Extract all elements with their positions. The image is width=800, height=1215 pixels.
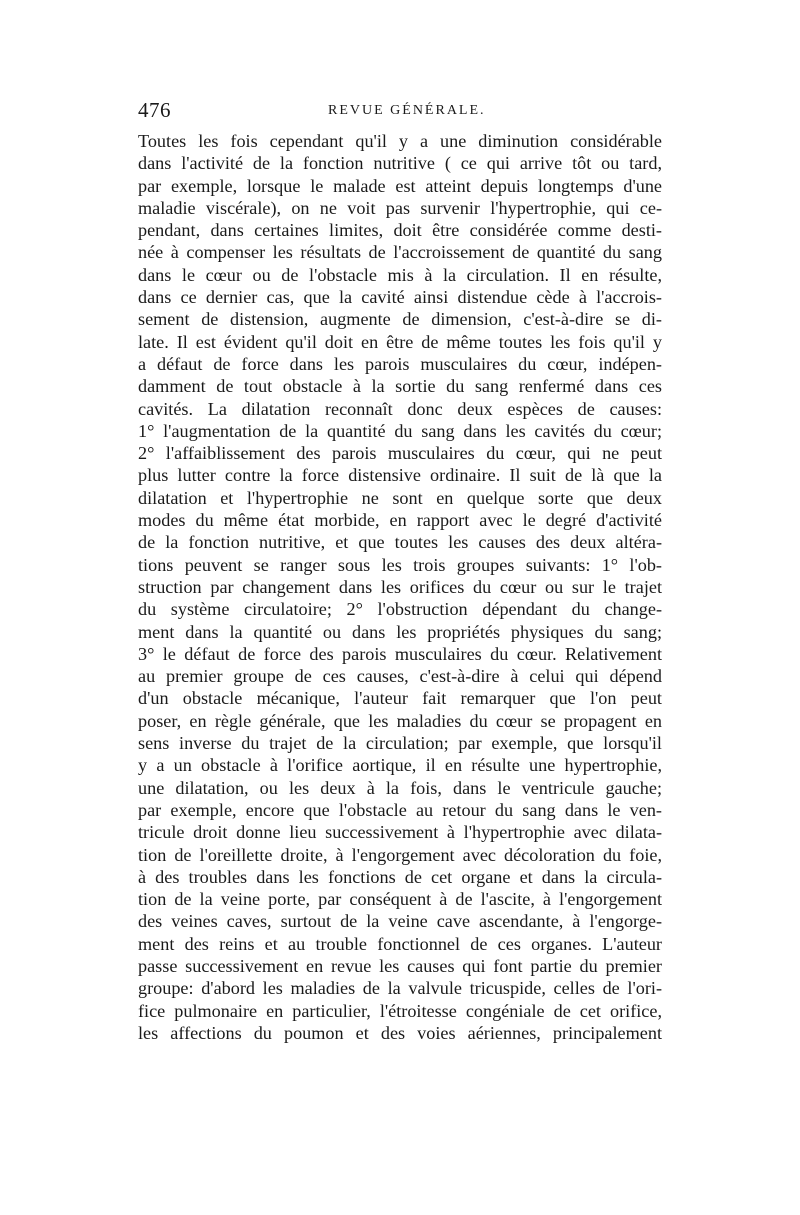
text-line: passe successivement en revue les causes qui font partie du premier: [138, 955, 662, 976]
body-text: [138, 130, 662, 1044]
text-line: dans ce dernier cas, que la cavité ainsi distendue cède à l'accrois-: [138, 287, 662, 308]
text-line: late. Il est évident qu'il doit en être de même toutes les fois qu'il y: [138, 331, 662, 352]
text-line: au premier groupe de ces causes, c'est-à-dire à celui qui dépend: [138, 666, 662, 687]
text-line: tions peuvent se ranger sous les trois groupes suivants: 1° l'ob-: [138, 554, 662, 575]
text-line: née à compenser les résultats de l'accroissement de quantité du sang: [138, 242, 662, 263]
journal-title: REVUE GÉNÉRALE.: [328, 103, 486, 118]
text-line: dans l'activité de la fonction nutritive ( ce qui arrive tôt ou tard,: [138, 153, 662, 174]
text-line: modes du même état morbide, en rapport avec le degré d'activité: [138, 510, 662, 531]
text-line: une dilatation, ou les deux à la fois, dans le ventricule gauche;: [138, 777, 662, 798]
text-line: par exemple, encore que l'obstacle au retour du sang dans le ven-: [138, 799, 662, 820]
text-line: dans le cœur ou de l'obstacle mis à la circulation. Il en résulte,: [138, 264, 662, 285]
text-line: damment de tout obstacle à la sortie du sang renfermé dans ces: [138, 376, 662, 397]
text-line: maladie viscérale), on ne voit pas survenir l'hypertrophie, qui ce-: [138, 197, 662, 218]
text-line: sement de distension, augmente de dimension, c'est-à-dire se di-: [138, 309, 662, 330]
text-line: cavités. La dilatation reconnaît donc deux espèces de causes:: [138, 398, 662, 419]
page-number: 476: [138, 98, 171, 122]
text-line: groupe: d'abord les maladies de la valvule tricuspide, celles de l'ori-: [138, 978, 662, 999]
text-line: de la fonction nutritive, et que toutes les causes des deux altéra-: [138, 532, 662, 553]
text-line: tion de l'oreillette droite, à l'engorgement avec décoloration du foie,: [138, 844, 662, 865]
text-line: dilatation et l'hypertrophie ne sont en quelque sorte que deux: [138, 487, 662, 508]
text-line: 3° le défaut de force des parois musculaires du cœur. Relativement: [138, 643, 662, 664]
text-line: 1° l'augmentation de la quantité du sang dans les cavités du cœur;: [138, 420, 662, 441]
text-line: poser, en règle générale, que les maladies du cœur se propagent en: [138, 710, 662, 731]
text-line: Toutes les fois cependant qu'il y a une diminution considérable: [138, 131, 662, 151]
text-line: les affections du poumon et des voies aériennes, principalement: [138, 1022, 662, 1043]
text-line: plus lutter contre la force distensive ordinaire. Il suit de là que la: [138, 465, 662, 486]
text-line: d'un obstacle mécanique, l'auteur fait remarquer que l'on peut: [138, 688, 662, 709]
text-line: y a un obstacle à l'orifice aortique, il en résulte une hypertrophie,: [138, 755, 662, 776]
text-line: des veines caves, surtout de la veine cave ascendante, à l'engorge-: [138, 911, 662, 932]
text-line: struction par changement dans les orifices du cœur ou sur le trajet: [138, 576, 662, 597]
text-line: tricule droit donne lieu successivement à l'hypertrophie avec dilata-: [138, 822, 662, 843]
text-line: sens inverse du trajet de la circulation; par exemple, que lorsqu'il: [138, 733, 662, 754]
text-line: ment des reins et au trouble fonctionnel de ces organes. L'auteur: [138, 933, 662, 954]
text-line: pendant, dans certaines limites, doit être considérée comme desti-: [138, 220, 662, 241]
text-line: a défaut de force dans les parois musculaires du cœur, indépen-: [138, 353, 662, 374]
text-line: fice pulmonaire en particulier, l'étroitesse congéniale de cet orifice,: [138, 1000, 662, 1021]
text-line: ment dans la quantité ou dans les propriétés physiques du sang;: [138, 621, 662, 642]
running-head: [138, 98, 658, 128]
text-line: 2° l'affaiblissement des parois musculaires du cœur, qui ne peut: [138, 443, 662, 464]
text-line: du système circulatoire; 2° l'obstruction dépendant du change-: [138, 599, 662, 620]
text-line: par exemple, lorsque le malade est atteint depuis longtemps d'une: [138, 175, 662, 196]
text-line: tion de la veine porte, par conséquent à de l'ascite, à l'engorgement: [138, 889, 662, 910]
text-line: à des troubles dans les fonctions de cet organe et dans la circula-: [138, 866, 662, 887]
